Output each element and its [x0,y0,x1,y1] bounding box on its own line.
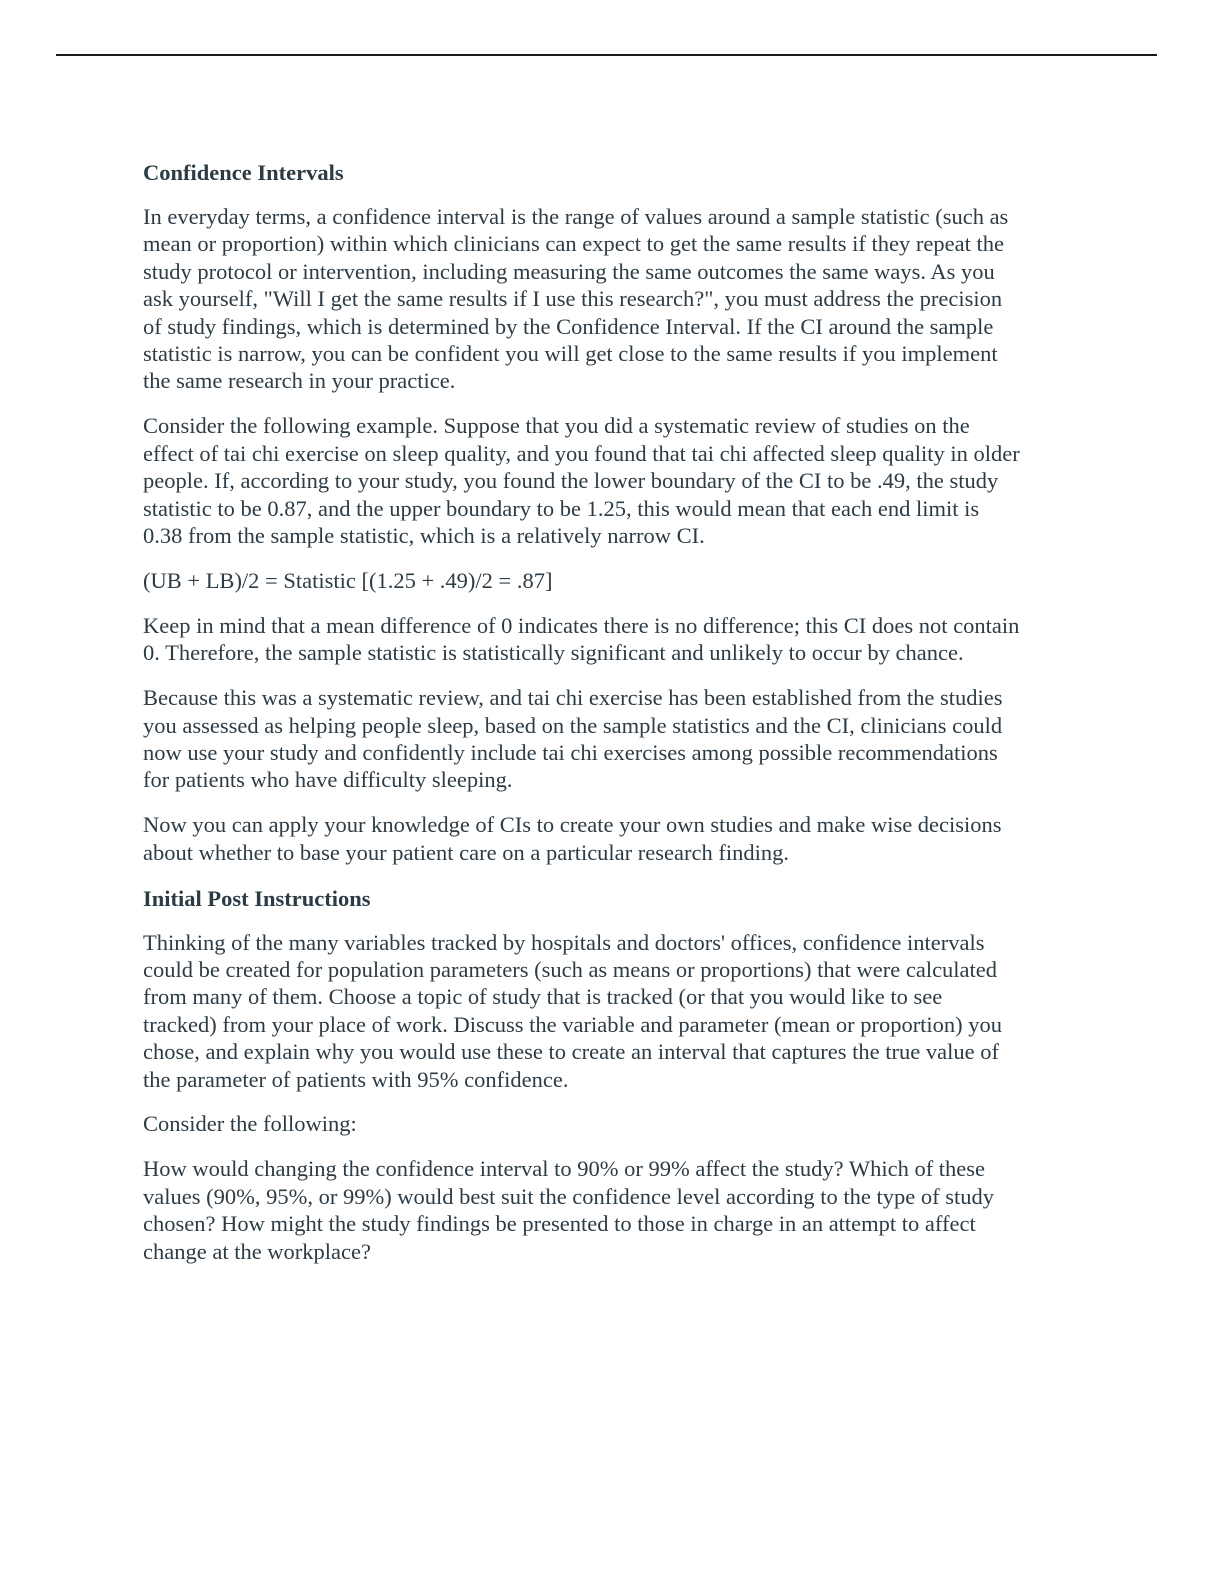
document-body [143,158,1083,1283]
section-heading-confidence-intervals: Confidence Intervals [143,160,344,185]
paragraph-formula: (UB + LB)/2 = Statistic [(1.25 + .49)/2 = .87] [143,567,553,593]
paragraph-systematic-review: Because this was a systematic review, and tai chi exercise has been established from the studies you assessed as helping people sleep, based on the sample statistics and the CI, clinicians could now use your study and confidently include tai chi exercises among possible recommendations for patients who have difficulty sleeping. [143,685,1003,793]
paragraph-apply-knowledge: Now you can apply your knowledge of CIs to create your own studies and make wise decisions about whether to base your patient care on a particular research finding. [143,812,1002,865]
paragraph-tai-chi-example: Consider the following example. Suppose that you did a systematic review of studies on the effect of tai chi exercise on sleep quality, and you found that tai chi affected sleep quality in older people. If, according to your study, you found the lower boundary of the CI to be .49, the study statistic to be 0.87, and the upper boundary to be 1.25, this would mean that each end limit is 0.38 from the sample statistic, which is a relatively narrow CI. [143,413,1020,548]
paragraph-questions: How would changing the confidence interval to 90% or 99% affect the study? Which of these values (90%, 95%, or 99%) would best suit the confidence level according to the type of study chosen? How might the study findings be presented to those in charge in an attempt to affect change at the workplace? [143,1156,995,1264]
paragraph-instructions: Thinking of the many variables tracked by hospitals and doctors' offices, confidence intervals could be created for population parameters (such as means or proportions) that were calculated from many of them. Choose a topic of study that is tracked (or that you would like to see tracked) from your place of work. Discuss the variable and parameter (mean or proportion) you chose, and explain why you would use these to create an interval that captures the true value of the parameter of patients with 95% confidence. [143,929,1003,1092]
paragraph-ci-definition: In everyday terms, a confidence interval is the range of values around a sample statistic (such as mean or proportion) within which clinicians can expect to get the same results if they repeat the study protocol or intervention, including measuring the same outcomes the same ways. As you ask yourself, "Will I get the same results if I use this research?", you must address the precision of study findings, which is determined by the Confidence Interval. If the CI around the sample statistic is narrow, you can be confident you will get close to the same results if you implement the same research in your practice. [143,204,1009,394]
section-heading-initial-post-instructions: Initial Post Instructions [143,885,371,911]
paragraph-mean-difference: Keep in mind that a mean difference of 0 indicates there is no difference; this CI does not contain 0. Therefore, the sample statistic is statistically significant and unlikely to occur by chance. [143,612,1020,666]
paragraph-consider-following: Consider the following: [143,1111,357,1137]
top-horizontal-rule [56,54,1157,56]
